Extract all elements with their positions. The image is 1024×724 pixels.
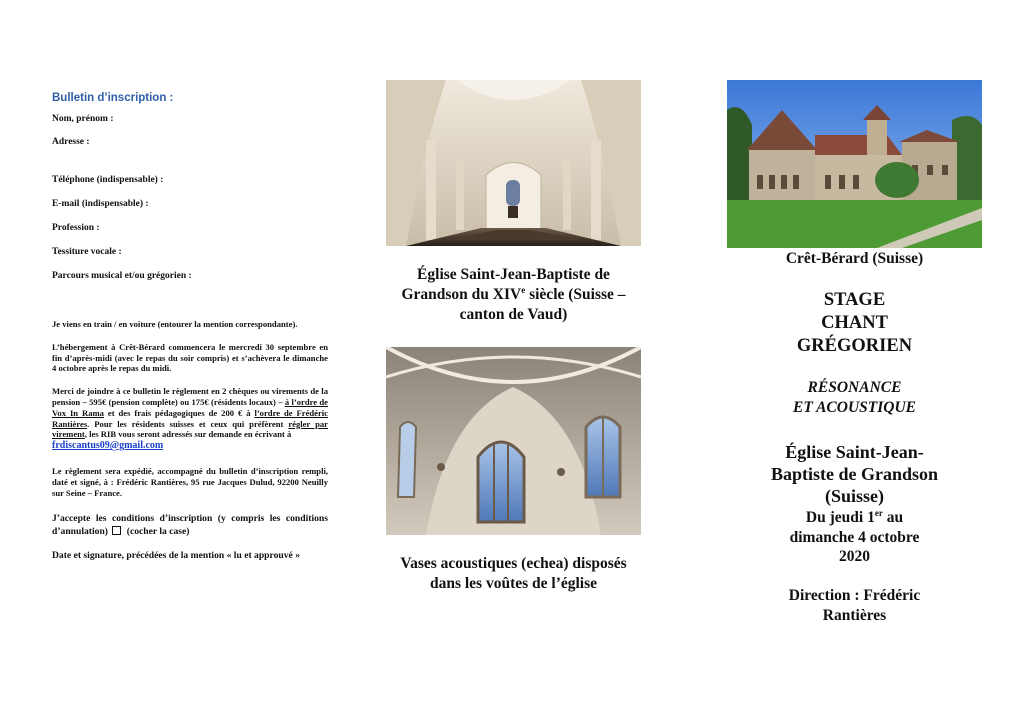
conditions-checkbox[interactable] [112,526,121,535]
church-caption-sup: e [521,284,526,295]
dates-sup: er [874,507,883,518]
field-voice: Tessiture vocale : [52,247,122,257]
cret-berard-photo [727,80,982,248]
theme-line-1: RÉSONANCE [807,379,902,396]
direction-label: Direction : Frédéric Rantières [788,587,921,624]
payment-part-1: Merci de joindre à ce bulletin le règlement en 2 chèques ou virements de la pension – 595€ (pension complète) ou 175€ (résidents locaux) – [52,386,328,407]
field-musical-background: Parcours musical et/ou grégorien : [52,271,192,281]
location-label: Crêt-Bérard (Suisse) [785,250,924,267]
stage-title-line-1: STAGE [823,290,886,310]
mailing-instructions: Le règlement sera expédié, accompagné du bulletin d’inscription rempli, daté et signé, à : Frédéric Rantières, 95 rue Jacques Dulud, 92200 Neuilly sur Seine – France. [52,465,328,498]
payment-order-rantieres: l’ordre de Frédéric Rantières [52,407,328,429]
conditions-text [52,512,328,538]
registration-form [52,92,328,562]
payment-text [52,386,328,452]
conditions-hint: (cocher la case) [126,526,190,538]
payment-order-vox: à l’ordre de Vox In Rama [52,396,328,418]
church-nave-photo [386,80,641,246]
payment-by-transfer: régler par virement [52,418,328,440]
accommodation-text: L’hébergement à Crêt-Bérard commencera le mercredi 30 septembre en fin d’après-midi (avec le repas du soir compris) et s’achèvera le dimanche 4 octobre après le repas du midi. [52,341,328,374]
event-dates [782,508,927,567]
stage-title-line-2: CHANT [821,313,888,333]
stage-title-line-3: GRÉGORIEN [796,336,913,356]
conditions-label: J’accepte les conditions d’inscription (y compris les conditions d’annulation) [52,513,328,538]
stage-title [727,289,982,358]
theme-subtitle [727,378,982,418]
field-address: Adresse : [52,137,90,147]
transport-text: Je viens en train / en voiture (entourer la mention correspondante). [52,319,298,329]
field-profession: Profession : [52,223,100,233]
signature-text: Date et signature, précédées de la mention « lu et approuvé » [52,550,300,562]
dates-part-1: Du jeudi 1 [805,509,875,526]
vaults-caption: Vases acoustiques (echea) disposés dans les voûtes de l’église [400,555,627,592]
form-title: Bulletin d’inscription : [52,92,174,104]
dates-part-2: au dimanche 4 octobre 2020 [789,509,920,565]
theme-line-2: ET ACOUSTIQUE [792,399,917,416]
payment-part-4: , les RIB vous seront adressés sur demande en écrivant à [84,429,292,440]
vaults-photo [386,347,641,535]
payment-part-2: et des frais pédagogiques de 200 € à [107,407,251,418]
field-phone: Téléphone (indispensable) : [52,175,164,185]
church-caption-part-2: siècle (Suisse – canton de Vaud) [459,286,626,323]
field-name: Nom, prénom : [52,114,114,124]
payment-part-3: . Pour les résidents suisses et ceux qui préfèrent [87,418,284,429]
contact-email-link[interactable]: frdiscantus09@gmail.com [52,440,164,452]
church-caption [386,265,641,325]
church-caption-part-1: Église Saint-Jean-Baptiste de Grandson du XIV [401,266,610,303]
venue-name: Église Saint-Jean-Baptiste de Grandson (Suisse) [770,442,939,506]
field-email: E-mail (indispensable) : [52,199,149,209]
